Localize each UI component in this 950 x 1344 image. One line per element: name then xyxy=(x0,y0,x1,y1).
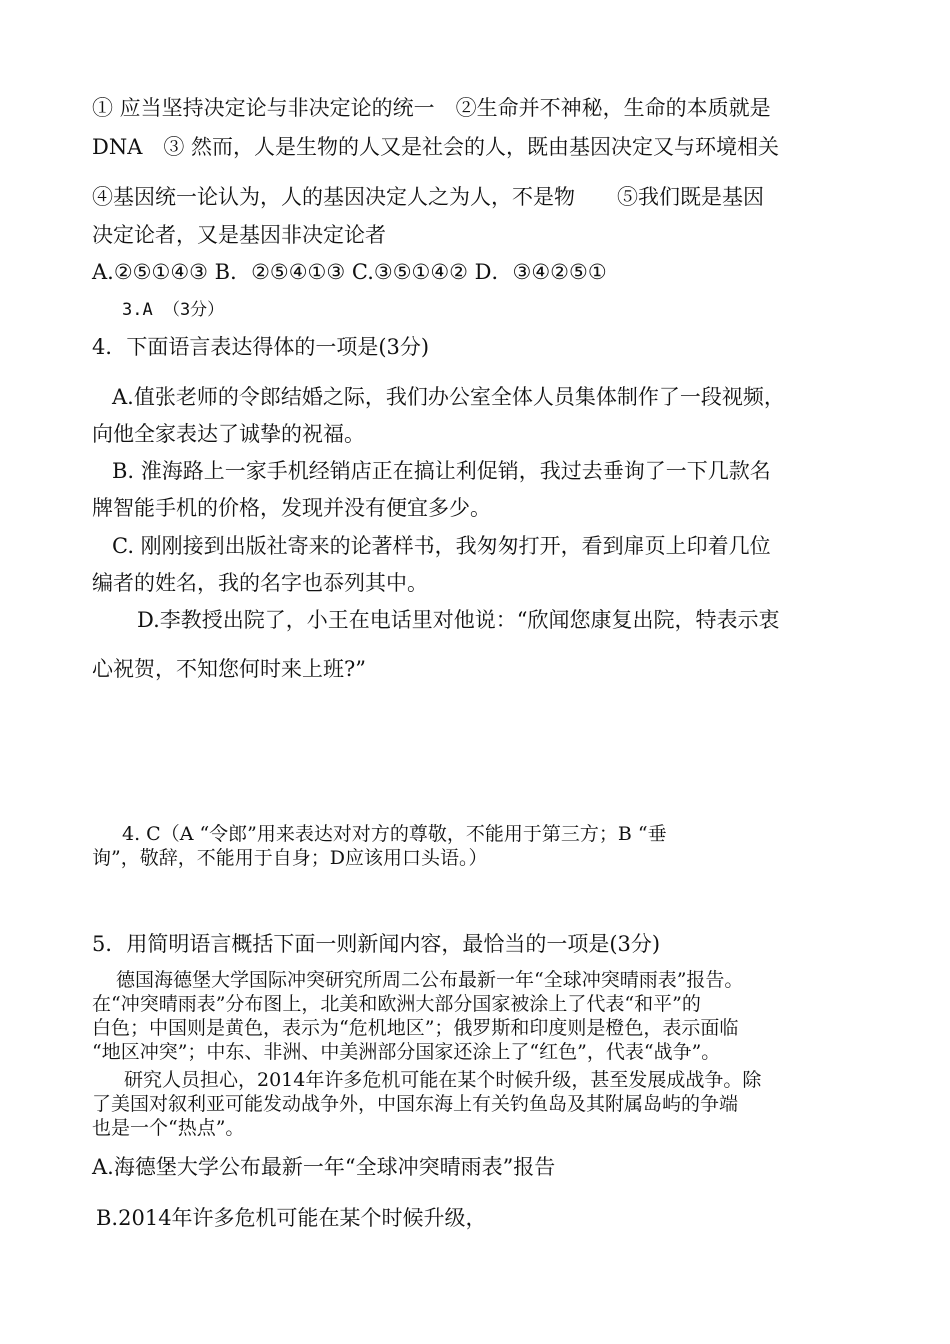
q5-stem: 5．用简明语言概括下面一则新闻内容，最恰当的一项是(3分) xyxy=(92,932,661,956)
q3-line-3: ④基因统一论认为，人的基因决定人之为人，不是物 ⑤我们既是基因 xyxy=(92,185,764,209)
q3-line-1: ① 应当坚持决定论与非决定论的统一 ②生命并不神秘，生命的本质就是 xyxy=(92,96,771,120)
q4-answer-line-1: 4. C（A “令郎”用来表达对对方的尊敬，不能用于第三方；B “垂 xyxy=(122,823,667,845)
q4-option-c-line-1: C. 刚刚接到出版社寄来的论著样书，我匆匆打开，看到扉页上印着几位 xyxy=(112,534,771,558)
q4-option-b-line-2: 牌智能手机的价格，发现并没有便宜多少。 xyxy=(92,496,491,520)
q3-line-2: DNA ③ 然而，人是生物的人又是社会的人，既由基因决定又与环境相关 xyxy=(92,135,780,159)
q4-option-c-line-2: 编者的姓名，我的名字也忝列其中。 xyxy=(92,571,428,595)
q5-option-b: B.2014年许多危机可能在某个时候升级， xyxy=(96,1206,487,1230)
q4-stem: 4．下面语言表达得体的一项是(3分) xyxy=(92,335,430,359)
q3-line-4: 决定论者，又是基因非决定论者 xyxy=(92,223,386,247)
q3-options: A.②⑤①④③ B．②⑤④①③ C.③⑤①④② D．③④②⑤① xyxy=(92,260,607,284)
q4-option-a-line-2: 向他全家表达了诚挚的祝福。 xyxy=(92,422,365,446)
q4-option-d-line-2: 心祝贺，不知您何时来上班?” xyxy=(92,657,366,681)
q4-option-a-line-1: A.值张老师的令郎结婚之际，我们办公室全体人员集体制作了一段视频， xyxy=(112,385,785,409)
q4-option-b-line-1: B. 淮海路上一家手机经销店正在搞让利促销，我过去垂询了一下几款名 xyxy=(112,459,771,483)
q5-passage-line-6: 了美国对叙利亚可能发动战争外，中国东海上有关钓鱼岛及其附属岛屿的争端 xyxy=(92,1093,739,1115)
q5-passage-line-4: “地区冲突”；中东、非洲、中美洲部分国家还涂上了“红色”，代表“战争”。 xyxy=(92,1041,721,1063)
q3-answer: 3.A （3分） xyxy=(122,300,225,320)
q4-answer-line-2: 询”，敬辞，不能用于自身；D应该用口头语。） xyxy=(92,847,488,869)
q5-passage-line-3: 白色；中国则是黄色，表示为“危机地区”；俄罗斯和印度则是橙色，表示面临 xyxy=(92,1017,739,1039)
q4-option-d-line-1: D.李教授出院了，小王在电话里对他说：“欣闻您康复出院，特表示衷 xyxy=(137,608,780,632)
q5-passage-line-1: 德国海德堡大学国际冲突研究所周二公布最新一年“全球冲突晴雨表”报告。 xyxy=(116,969,744,991)
q5-option-a: A.海德堡大学公布最新一年“全球冲突晴雨表”报告 xyxy=(92,1155,556,1179)
q5-passage-line-5: 研究人员担心，2014年许多危机可能在某个时候升级，甚至发展成战争。除 xyxy=(124,1069,762,1091)
q5-passage-line-2: 在“冲突晴雨表”分布图上，北美和欧洲大部分国家被涂上了代表“和平”的 xyxy=(92,993,701,1015)
q5-passage-line-7: 也是一个“热点”。 xyxy=(92,1117,245,1139)
